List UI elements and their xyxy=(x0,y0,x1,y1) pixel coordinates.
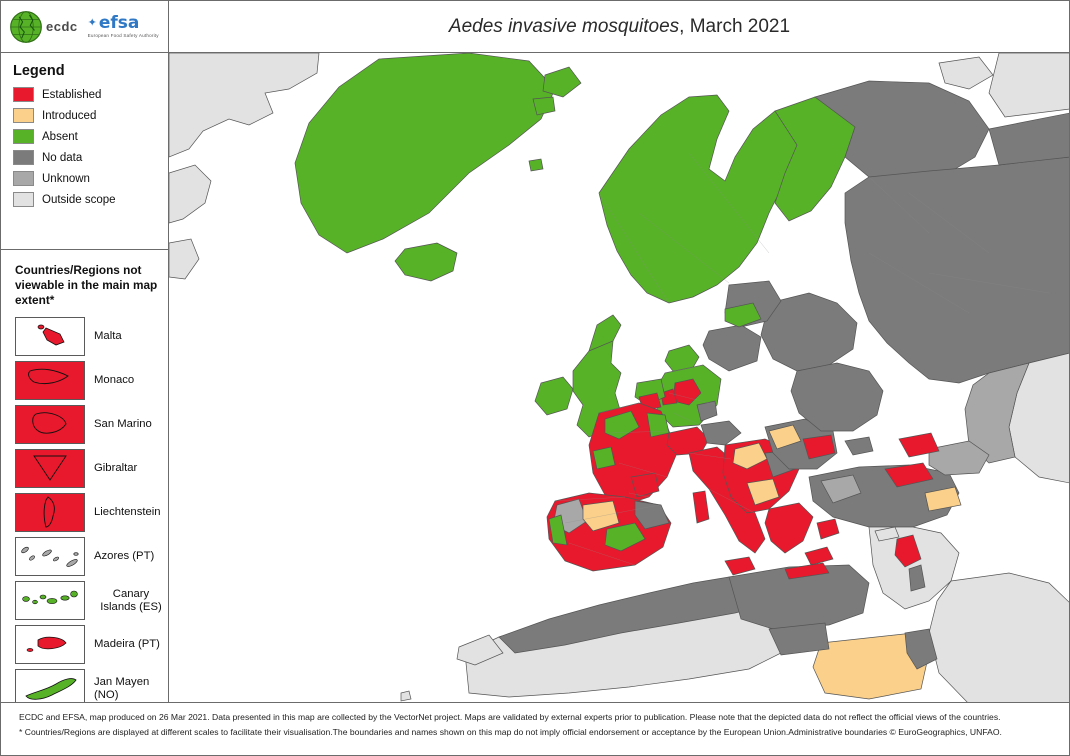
monaco-shape xyxy=(16,362,84,399)
san-marino-shape xyxy=(16,406,84,443)
ecdc-logo-text: ecdc xyxy=(46,19,78,34)
efsa-logo-row xyxy=(87,12,140,33)
globe-icon xyxy=(9,10,43,44)
inset-label: Liechtenstein xyxy=(94,506,161,519)
europe-map-svg[interactable] xyxy=(169,53,1069,702)
page-title-italic: Aedes invasive mosquitoes xyxy=(448,15,680,37)
not-viewable-panel xyxy=(1,251,168,702)
legend-item-introduced xyxy=(13,108,168,123)
gibraltar-shape xyxy=(16,450,84,487)
efsa-logo xyxy=(87,12,159,39)
footer-line-2: * Countries/Regions are displayed at different scales to facilitate their visualisation.The boundaries and names shown on this map do not imply official endorsement or acceptance by the European Union.Administrative boundaries © EuroGeographics, UNFAO. xyxy=(19,726,1002,737)
inset-label: Gibraltar xyxy=(94,462,138,475)
legend-item-no-data xyxy=(13,150,168,165)
inset-map-frame xyxy=(15,537,85,576)
inset-azores xyxy=(1,536,168,577)
legend-swatch xyxy=(13,87,34,102)
page-title xyxy=(170,1,1069,52)
inset-san-marino xyxy=(1,404,168,445)
inset-map-frame xyxy=(15,317,85,356)
inset-gibraltar xyxy=(1,448,168,489)
legend-swatch xyxy=(13,192,34,207)
legend-swatch xyxy=(13,129,34,144)
page-title-rest: , March 2021 xyxy=(679,15,791,37)
legend-item-established xyxy=(13,87,168,102)
inset-madeira xyxy=(1,624,168,665)
inset-label: Jan Mayen (NO) xyxy=(94,675,150,701)
legend-item-label: Outside scope xyxy=(42,193,116,206)
inset-label: Azores (PT) xyxy=(94,550,155,563)
inset-liechtenstein xyxy=(1,492,168,533)
legend-item-unknown xyxy=(13,171,168,186)
inset-label: San Marino xyxy=(94,418,152,431)
legend-item-outside-scope xyxy=(13,192,168,207)
inset-map-frame xyxy=(15,361,85,400)
legend-title: Legend xyxy=(13,63,65,79)
malta-shape xyxy=(16,318,84,355)
star-icon: ✦ xyxy=(87,16,97,29)
legend xyxy=(1,53,168,250)
inset-label: Canary Islands (ES) xyxy=(100,587,162,613)
ecdc-logo xyxy=(9,10,78,44)
inset-monaco xyxy=(1,360,168,401)
inset-canary-islands xyxy=(1,580,168,621)
liechtenstein-shape xyxy=(16,494,84,531)
inset-map-frame xyxy=(15,625,85,664)
not-viewable-title: Countries/Regions not viewable in the main map extent* xyxy=(15,263,158,308)
inset-label: Monaco xyxy=(94,374,135,387)
legend-item-label: Unknown xyxy=(42,172,90,185)
legend-item-label: No data xyxy=(42,151,83,164)
legend-item-label: Introduced xyxy=(42,109,97,122)
legend-item-label: Absent xyxy=(42,130,78,143)
azores-shape xyxy=(16,538,84,575)
inset-map-frame xyxy=(15,493,85,532)
inset-map-frame xyxy=(15,405,85,444)
canary-islands-shape xyxy=(16,582,84,619)
footer-line-1: ECDC and EFSA, map produced on 26 Mar 2021. Data presented in this map are collected by the VectorNet project. Maps are validated by external experts prior to publication. Please note that the depicted data do not reflect the official views of the countries. xyxy=(19,712,1001,722)
left-panel xyxy=(1,53,169,702)
header xyxy=(1,1,1069,53)
inset-map-frame xyxy=(15,581,85,620)
madeira-shape xyxy=(16,626,84,663)
inset-map-frame xyxy=(15,449,85,488)
legend-swatch xyxy=(13,108,34,123)
main-map[interactable] xyxy=(169,53,1069,702)
efsa-logo-text: efsa xyxy=(98,12,140,33)
legend-swatch xyxy=(13,150,34,165)
legend-swatch xyxy=(13,171,34,186)
inset-label: Madeira (PT) xyxy=(94,638,160,651)
legend-item-label: Established xyxy=(42,88,102,101)
footer xyxy=(1,702,1069,755)
inset-malta xyxy=(1,316,168,357)
inset-label: Malta xyxy=(94,330,122,343)
efsa-logo-subtitle: European Food Safety Authority xyxy=(87,32,159,38)
legend-item-absent xyxy=(13,129,168,144)
logo-group xyxy=(1,1,169,52)
